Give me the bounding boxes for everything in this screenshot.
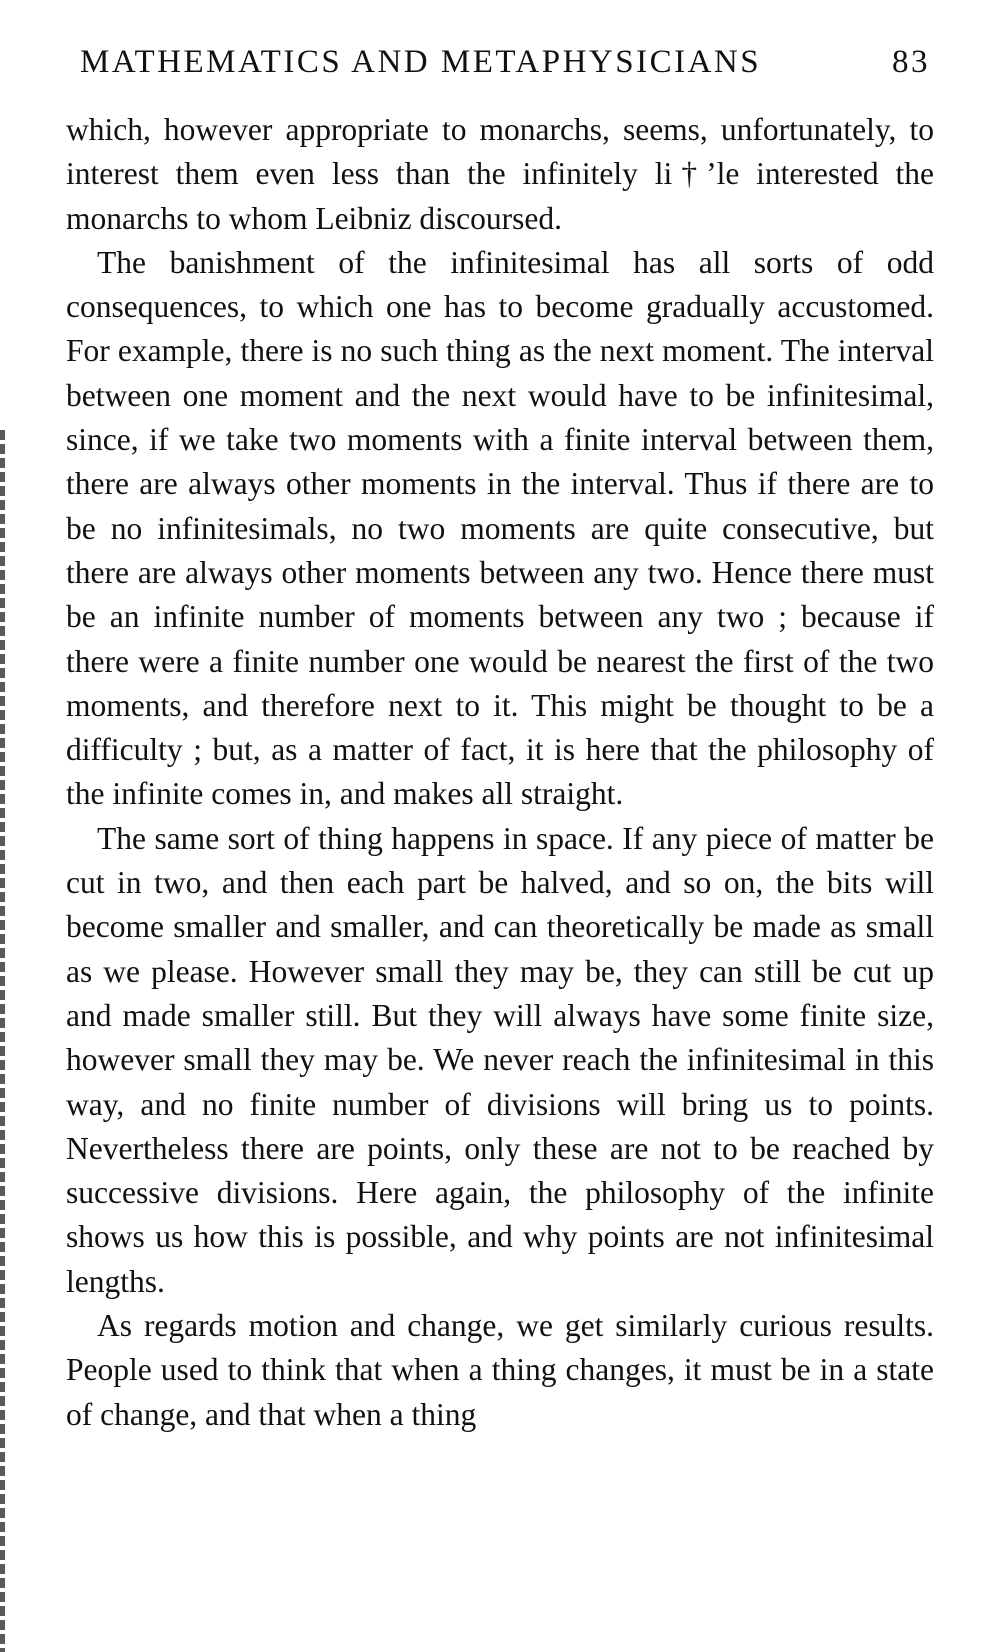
paragraph-2: The banishment of the infinitesimal has all sorts of odd consequences, to which one has to become gradually accustomed. For example, there is no such thing as the next moment. The interval between one moment and the next would have to be infinitesimal, since, if we take two moments with a finite interval between them, there are always other moments in the interval. Thus if there are to be no infinitesimals, no two moments are quite consecutive, but there are always other moments between any two. Hence there must be an infinite number of moments between any two ; because if there were a finite number one would be nearest the first of the two moments, and therefore next to it. This might be thought to be a difficulty ; but, as a matter of fact, it is here that the philosophy of the infinite comes in, and makes all straight. <box>66 244 934 812</box>
running-title: MATHEMATICS AND METAPHYSICIANS <box>80 44 762 80</box>
paragraph-4: As regards motion and change, we get similarly curious results. People used to think that when a thing changes, it must be in a state of change, and that when a thing <box>66 1308 934 1432</box>
page-number: 83 <box>892 44 930 80</box>
paragraph-1: which, however appropriate to monarchs, seems, unfortunately, to interest them even less than the infinitely li†ʼle interested the monarchs to whom Leibniz discoursed. <box>66 112 934 236</box>
body-text <box>66 108 934 1437</box>
paragraph-3: The same sort of thing happens in space. If any piece of matter be cut in two, and then each part be halved, and so on, the bits will become smaller and smaller, and can theoretically be made as small as we please. However small they may be, they can still be cut up and made smaller still. But they will always have some finite size, however small they may be. We never reach the infinitesimal in this way, and no finite number of divisions will bring us to points. Nevertheless there are points, only these are not to be reached by successive divisions. Here again, the philosophy of the infinite shows us how this is possible, and why points are not infinitesimal lengths. <box>66 820 934 1299</box>
running-header <box>80 44 930 94</box>
page-binding-edge <box>0 430 5 1652</box>
